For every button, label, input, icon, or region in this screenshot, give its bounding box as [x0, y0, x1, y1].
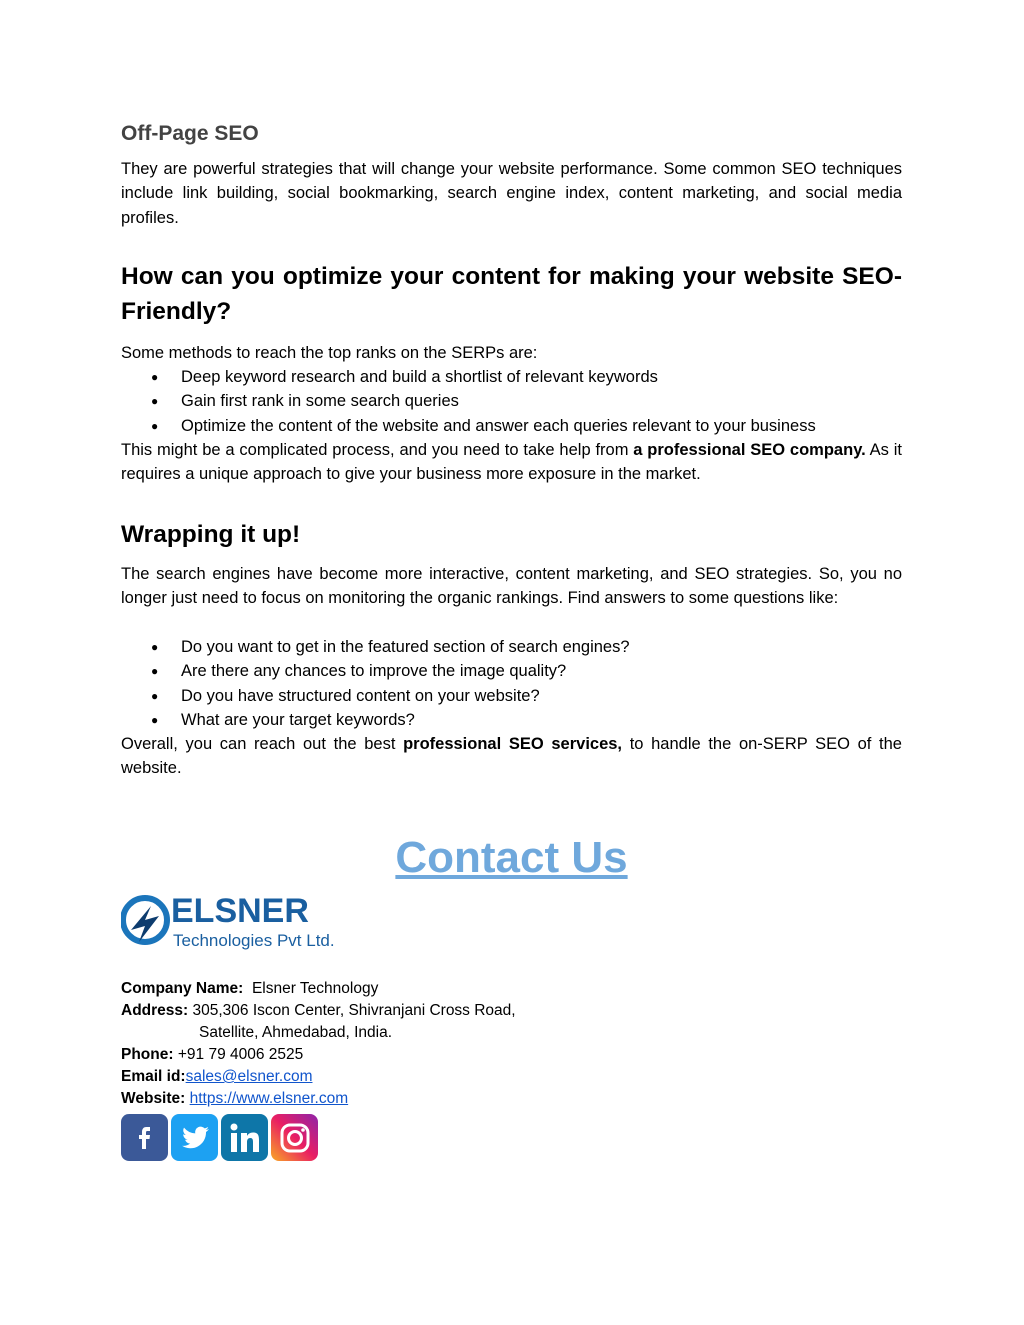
- facebook-icon[interactable]: [121, 1114, 168, 1161]
- email-line: [121, 1066, 312, 1088]
- wrap-para-bold: professional SEO services,: [403, 735, 623, 753]
- logo-main-text: ELSNER: [171, 892, 309, 930]
- elsner-logo: [121, 886, 341, 956]
- twitter-icon[interactable]: [171, 1114, 218, 1161]
- website-link[interactable]: https://www.elsner.com: [189, 1090, 349, 1107]
- list-item: ● Optimize the content of the website and answer each queries relevant to your business: [121, 414, 816, 438]
- optimize-para-after: As it requires a unique approach to give your business more exposure in the market.: [121, 441, 902, 484]
- website-label: Website:: [121, 1090, 186, 1107]
- list-item: ● Do you have structured content on your website?: [121, 684, 630, 708]
- linkedin-icon[interactable]: [221, 1114, 268, 1161]
- social-icons: [121, 1114, 318, 1161]
- instagram-icon[interactable]: [271, 1114, 318, 1161]
- address-line1: 305,306 Iscon Center, Shivranjani Cross Road,: [192, 1002, 516, 1019]
- website-line: [121, 1088, 348, 1110]
- list-item: ● Gain first rank in some search queries: [121, 389, 816, 413]
- wrap-paragraph: The search engines have become more interactive, content marketing, and SEO strategies. So, you no longer just need to focus on monitoring the organic rankings. Find answers to some questions like:: [121, 565, 902, 608]
- wrap-para-before: Overall, you can reach out the best: [121, 735, 404, 753]
- list-item: ● What are your target keywords?: [121, 708, 630, 732]
- list-item: ● Do you want to get in the featured section of search engines?: [121, 635, 630, 659]
- list-item: ● Deep keyword research and build a shortlist of relevant keywords: [121, 365, 816, 389]
- email-link[interactable]: sales@elsner.com: [185, 1068, 313, 1085]
- wrap-bullet-list: [121, 635, 630, 732]
- list-item: ● Are there any chances to improve the image quality?: [121, 659, 630, 683]
- company-value: Elsner Technology: [251, 980, 379, 997]
- optimize-heading: How can you optimize your content for making your website SEO-Friendly?: [121, 263, 902, 325]
- optimize-paragraph: [121, 438, 902, 487]
- optimize-para-bold: a professional SEO company.: [633, 441, 866, 459]
- wrap-heading: Wrapping it up!: [121, 521, 301, 548]
- wrap-para-after: to handle the on-SERP SEO of the website.: [121, 735, 902, 778]
- optimize-intro: Some methods to reach the top ranks on the SERPs are:: [121, 344, 538, 362]
- logo-sub-text: Technologies Pvt Ltd.: [173, 931, 335, 950]
- phone-line: [121, 1044, 303, 1066]
- address-line2: Satellite, Ahmedabad, India.: [199, 1024, 393, 1041]
- offpage-paragraph: They are powerful strategies that will change your website performance. Some common SEO techniques include link building, social bookmarking, search engine index, content marketing, and social media profiles.: [121, 160, 902, 227]
- offpage-heading: Off-Page SEO: [121, 122, 259, 145]
- address-label: Address:: [121, 1002, 189, 1019]
- company-label: Company Name:: [121, 980, 244, 997]
- optimize-bullet-list: [121, 365, 816, 438]
- company-line: [121, 978, 378, 1000]
- phone-value: +91 79 4006 2525: [177, 1046, 304, 1063]
- address-line: [121, 1000, 516, 1022]
- wrap-conclusion: [121, 732, 902, 781]
- optimize-para-before: This might be a complicated process, and you need to take help from: [121, 441, 634, 459]
- phone-label: Phone:: [121, 1046, 174, 1063]
- email-label: Email id:: [121, 1068, 186, 1085]
- contact-us-title: Contact Us: [395, 833, 628, 882]
